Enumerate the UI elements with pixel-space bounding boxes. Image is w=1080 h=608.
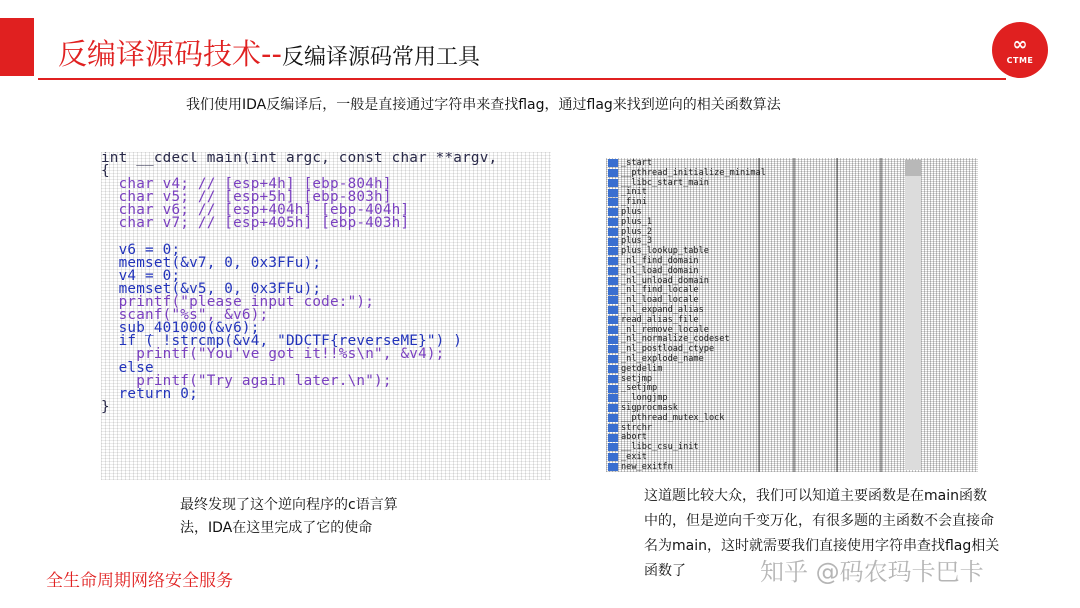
code-line: sub_401000(&v6); — [101, 320, 260, 337]
function-name: new_exitfn — [621, 461, 673, 472]
title-sub: 反编译源码常用工具 — [281, 45, 480, 70]
function-icon — [608, 424, 618, 432]
function-name: _nl_postload_ctype — [621, 344, 715, 355]
function-list-row[interactable] — [606, 325, 978, 335]
function-list-row[interactable] — [606, 413, 978, 423]
function-list-row[interactable] — [606, 334, 978, 344]
code-line: char v7; // [esp+405h] [ebp-403h] — [101, 215, 410, 232]
column-divider — [758, 158, 760, 472]
column-divider — [880, 158, 882, 472]
function-name: abort — [621, 432, 647, 443]
caption-right: 这道题比较大众，我们可以知道主要函数是在main函数中的，但是逆向千变万化，有很多题的主函数不会直接命名为main，这时就需要我们直接使用字符串查找flag相关函数了 — [644, 488, 1000, 579]
logo-icon: ∞ — [1012, 33, 1028, 55]
function-list-row[interactable] — [606, 423, 978, 433]
code-line: scanf("%s", &v6); — [101, 307, 269, 324]
function-icon — [608, 443, 618, 451]
code-line: v6 = 0; — [101, 241, 181, 258]
function-list-row[interactable] — [606, 236, 978, 246]
function-list-row[interactable] — [606, 452, 978, 462]
function-name: plus — [621, 207, 642, 217]
code-line: return 0; — [101, 385, 198, 402]
column-divider — [793, 158, 795, 472]
code-line: { — [101, 163, 110, 180]
function-icon — [608, 463, 618, 471]
ida-pseudocode-screenshot — [101, 152, 551, 480]
code-line: char v5; // [esp+5h] [ebp-803h] — [101, 189, 392, 206]
function-list-row[interactable] — [606, 315, 978, 325]
caption-left: 最终发现了这个逆向程序的c语言算法，IDA在这里完成了它的使命 — [180, 497, 398, 536]
function-list-row[interactable] — [606, 266, 978, 276]
function-list-row[interactable] — [606, 364, 978, 374]
function-name: _init — [621, 187, 647, 198]
code-line: printf("Try again later.\n"); — [101, 372, 392, 389]
function-name: sigprocmask — [621, 403, 678, 413]
title-underline — [38, 78, 1006, 80]
function-icon — [608, 404, 618, 412]
function-icon — [608, 326, 618, 334]
function-list-row[interactable] — [606, 246, 978, 256]
column-divider — [836, 158, 838, 472]
code-line: else — [101, 359, 154, 376]
function-list-row[interactable] — [606, 227, 978, 237]
function-icon — [608, 228, 618, 236]
code-line: printf("You've got it!!%s\n", &v4); — [101, 346, 445, 363]
code-line: char v4; // [esp+4h] [ebp-804h] — [101, 176, 392, 193]
function-name: _exit — [621, 452, 647, 462]
function-name: __longjmp — [621, 393, 668, 404]
function-name: _nl_find_domain — [621, 256, 699, 266]
code-line: memset(&v7, 0, 0x3FFu); — [101, 254, 322, 271]
function-list-row[interactable] — [606, 285, 978, 295]
code-line: memset(&v5, 0, 0x3FFu); — [101, 280, 322, 297]
function-name: __pthread_initialize_minimal — [621, 167, 766, 178]
function-icon — [608, 453, 618, 461]
function-name: __libc_start_main — [621, 177, 709, 188]
title-accent-bar — [0, 18, 34, 76]
function-list-row[interactable] — [606, 354, 978, 364]
function-list-row[interactable] — [606, 374, 978, 384]
code-line: v4 = 0; — [101, 267, 181, 284]
function-name: __libc_csu_init — [621, 442, 699, 453]
logo-text: CTME — [1006, 55, 1034, 65]
code-line: printf("please input code:"); — [101, 294, 375, 311]
function-name: _nl_find_locale — [621, 285, 699, 296]
function-icon — [608, 336, 618, 344]
function-name: _nl_unload_domain — [621, 275, 709, 286]
function-icon — [608, 375, 618, 383]
function-name: plus_lookup_table — [621, 246, 709, 257]
function-list-row[interactable] — [606, 217, 978, 227]
function-list-row[interactable] — [606, 197, 978, 207]
code-line: int __cdecl main(int argc, const char **argv, — [101, 152, 498, 166]
title-main: 反编译源码技术-- — [58, 37, 282, 71]
function-list-row[interactable] — [606, 158, 978, 168]
function-name: _nl_remove_locale — [621, 324, 709, 335]
list-scrollbar[interactable] — [905, 160, 921, 470]
slide-title — [58, 32, 480, 73]
function-icon — [608, 355, 618, 363]
function-icon — [608, 296, 618, 304]
function-list-row[interactable] — [606, 383, 978, 393]
function-icon — [608, 169, 618, 177]
function-icon — [608, 218, 618, 226]
function-icon — [608, 306, 618, 314]
function-name: _nl_expand_alias — [621, 305, 704, 315]
function-list-row[interactable] — [606, 442, 978, 452]
function-name: _setjmp — [621, 383, 658, 394]
function-icon — [608, 179, 618, 187]
function-icon — [608, 189, 618, 197]
function-name: _nl_load_locale — [621, 295, 699, 306]
function-name: read_alias_file — [621, 314, 699, 325]
function-icon — [608, 287, 618, 295]
function-icon — [608, 365, 618, 373]
watermark: 知乎 @码农玛卡巴卡 — [760, 558, 984, 586]
footer-slogan: 全生命周期网络安全服务 — [46, 571, 233, 591]
function-name: strchr — [621, 422, 653, 433]
function-icon — [608, 159, 618, 167]
function-name: setjmp — [621, 373, 653, 384]
code-line: char v6; // [esp+404h] [ebp-404h] — [101, 202, 410, 219]
function-list-row[interactable] — [606, 168, 978, 178]
function-icon — [608, 414, 618, 422]
function-icon — [608, 208, 618, 216]
function-list-row[interactable] — [606, 403, 978, 413]
scrollbar-thumb[interactable] — [905, 160, 921, 176]
function-list-row[interactable] — [606, 462, 978, 472]
function-list-row[interactable] — [606, 344, 978, 354]
function-name: plus_2 — [621, 226, 653, 237]
function-icon — [608, 247, 618, 255]
function-list-row[interactable] — [606, 207, 978, 217]
function-name: _fini — [621, 197, 647, 208]
function-icon — [608, 198, 618, 206]
function-list-row[interactable] — [606, 178, 978, 188]
function-list-row[interactable] — [606, 295, 978, 305]
function-icon — [608, 316, 618, 324]
function-icon — [608, 257, 618, 265]
function-icon — [608, 394, 618, 402]
function-list-row[interactable] — [606, 393, 978, 403]
function-name: plus_3 — [621, 236, 653, 247]
ida-function-list-screenshot — [606, 158, 978, 472]
function-name: _nl_load_domain — [621, 265, 699, 276]
function-list-row[interactable] — [606, 305, 978, 315]
function-icon — [608, 277, 618, 285]
function-list-row[interactable] — [606, 432, 978, 442]
function-icon — [608, 238, 618, 246]
function-list-row[interactable] — [606, 256, 978, 266]
function-name: getdelim — [621, 363, 663, 374]
function-icon — [608, 345, 618, 353]
function-icon — [608, 267, 618, 275]
code-line: if ( !strcmp(&v4, "DDCTF{reverseME}") ) — [101, 333, 463, 350]
intro-text: 我们使用IDA反编译后，一般是直接通过字符串来查找flag，通过flag来找到逆向的相关函数算法 — [186, 97, 781, 113]
function-name: plus_1 — [621, 216, 653, 227]
company-logo — [992, 22, 1048, 78]
function-list-row[interactable] — [606, 276, 978, 286]
function-name: _start — [621, 158, 653, 168]
function-icon — [608, 434, 618, 442]
function-name: __pthread_mutex_lock — [621, 412, 725, 423]
function-name: _nl_explode_name — [621, 354, 704, 364]
function-list-row[interactable] — [606, 187, 978, 197]
function-icon — [608, 385, 618, 393]
code-line: } — [101, 398, 110, 415]
function-name: _nl_normalize_codeset — [621, 334, 730, 345]
